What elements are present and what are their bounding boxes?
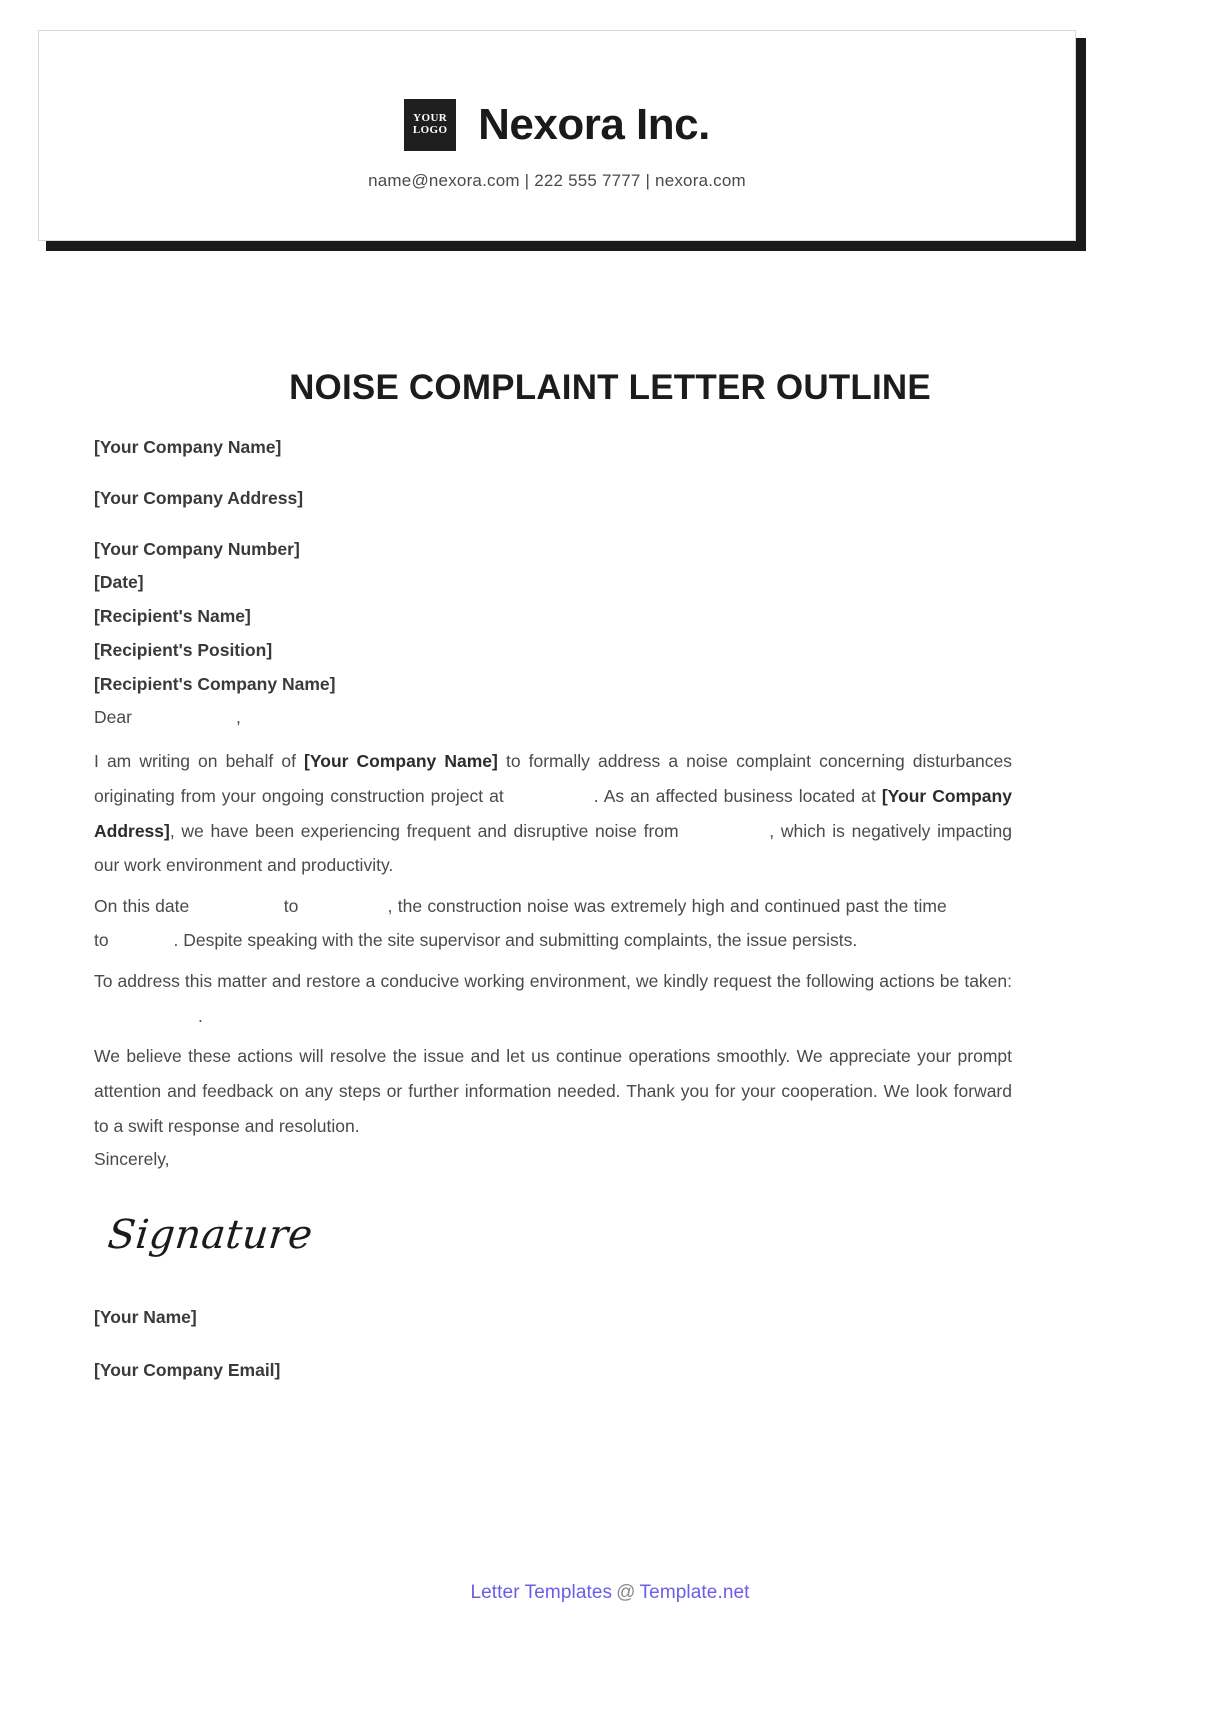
field-your-company-address: [Your Company Address] (94, 487, 304, 508)
field-recipient-company-name: [Recipient's Company Name] (94, 673, 336, 694)
field-recipient-position: [Recipient's Position] (94, 639, 273, 660)
paragraph-2 (94, 889, 1012, 958)
p1-seg3: . As an affected business located at (593, 785, 882, 806)
p1-seg4: , we have been experiencing frequent and disruptive noise from (169, 820, 686, 841)
footer (0, 1582, 1220, 1604)
p2-seg5: . Despite speaking with the site supervisor and submitting complaints, the issue persists. (173, 930, 858, 951)
letterhead-card (38, 30, 1076, 241)
logo-line-1: YOUR (413, 111, 448, 124)
field-your-company-email: [Your Company Email] (94, 1360, 281, 1381)
sign-off-block (94, 1306, 1012, 1382)
logo-line-2: LOGO (412, 123, 448, 136)
field-your-name: [Your Name] (94, 1307, 197, 1328)
your-logo-icon (404, 99, 456, 151)
footer-link-template-net[interactable]: Template.net (639, 1582, 750, 1603)
brand-row (404, 99, 710, 151)
signature-script: Signature (105, 1212, 315, 1259)
field-your-company-name: [Your Company Name] (94, 437, 282, 457)
paragraph-3 (94, 964, 1012, 1033)
p1-seg1: I am writing on behalf of (94, 751, 305, 772)
letterhead (38, 30, 1078, 243)
p1-bold-company-address: [Your Company Address] (94, 785, 1012, 841)
salutation (94, 707, 1012, 728)
footer-at-symbol: @ (616, 1582, 636, 1603)
p2-seg2: to (278, 895, 304, 916)
p3-seg1: To address this matter and restore a conducive working environment, we kindly request the following actions be taken: (94, 971, 1012, 992)
salutation-comma: , (235, 707, 241, 728)
p1-bold-company-name: [Your Company Name] (304, 751, 498, 772)
letter-body (94, 436, 1012, 1412)
contact-line: name@nexora.com | 222 555 7777 | nexora.com (368, 170, 746, 190)
field-recipient-name: [Recipient's Name] (94, 606, 251, 626)
p2-seg4: to (94, 930, 114, 951)
paragraph-4: We believe these actions will resolve the issue and let us continue operations smoothly. We appreciate your prompt attention and feedback on any steps or further information needed. Thank you for your cooperation. We look forward to a swift response and resolution. (94, 1046, 1012, 1136)
p3-seg2: . (198, 1005, 203, 1026)
p2-seg3: , the construction noise was extremely high and continued past the time (387, 895, 952, 916)
p1-seg2: to formally address a noise complaint concerning disturbances originating from your ongoing construction project at (94, 751, 1013, 806)
paragraph-1 (94, 744, 1012, 883)
p2-seg1: On this date (94, 895, 195, 916)
company-name: Nexora Inc. (478, 99, 710, 149)
field-date: [Date] (94, 572, 144, 593)
field-your-company-number: [Your Company Number] (94, 538, 300, 559)
closing-line: Sincerely, (94, 1149, 170, 1170)
p1-seg5: , which is negatively impacting our work environment and productivity. (94, 820, 1013, 876)
salutation-prefix: Dear (94, 707, 132, 728)
page-title: NOISE COMPLAINT LETTER OUTLINE (289, 368, 931, 407)
footer-link-letter-templates[interactable]: Letter Templates (470, 1582, 613, 1603)
